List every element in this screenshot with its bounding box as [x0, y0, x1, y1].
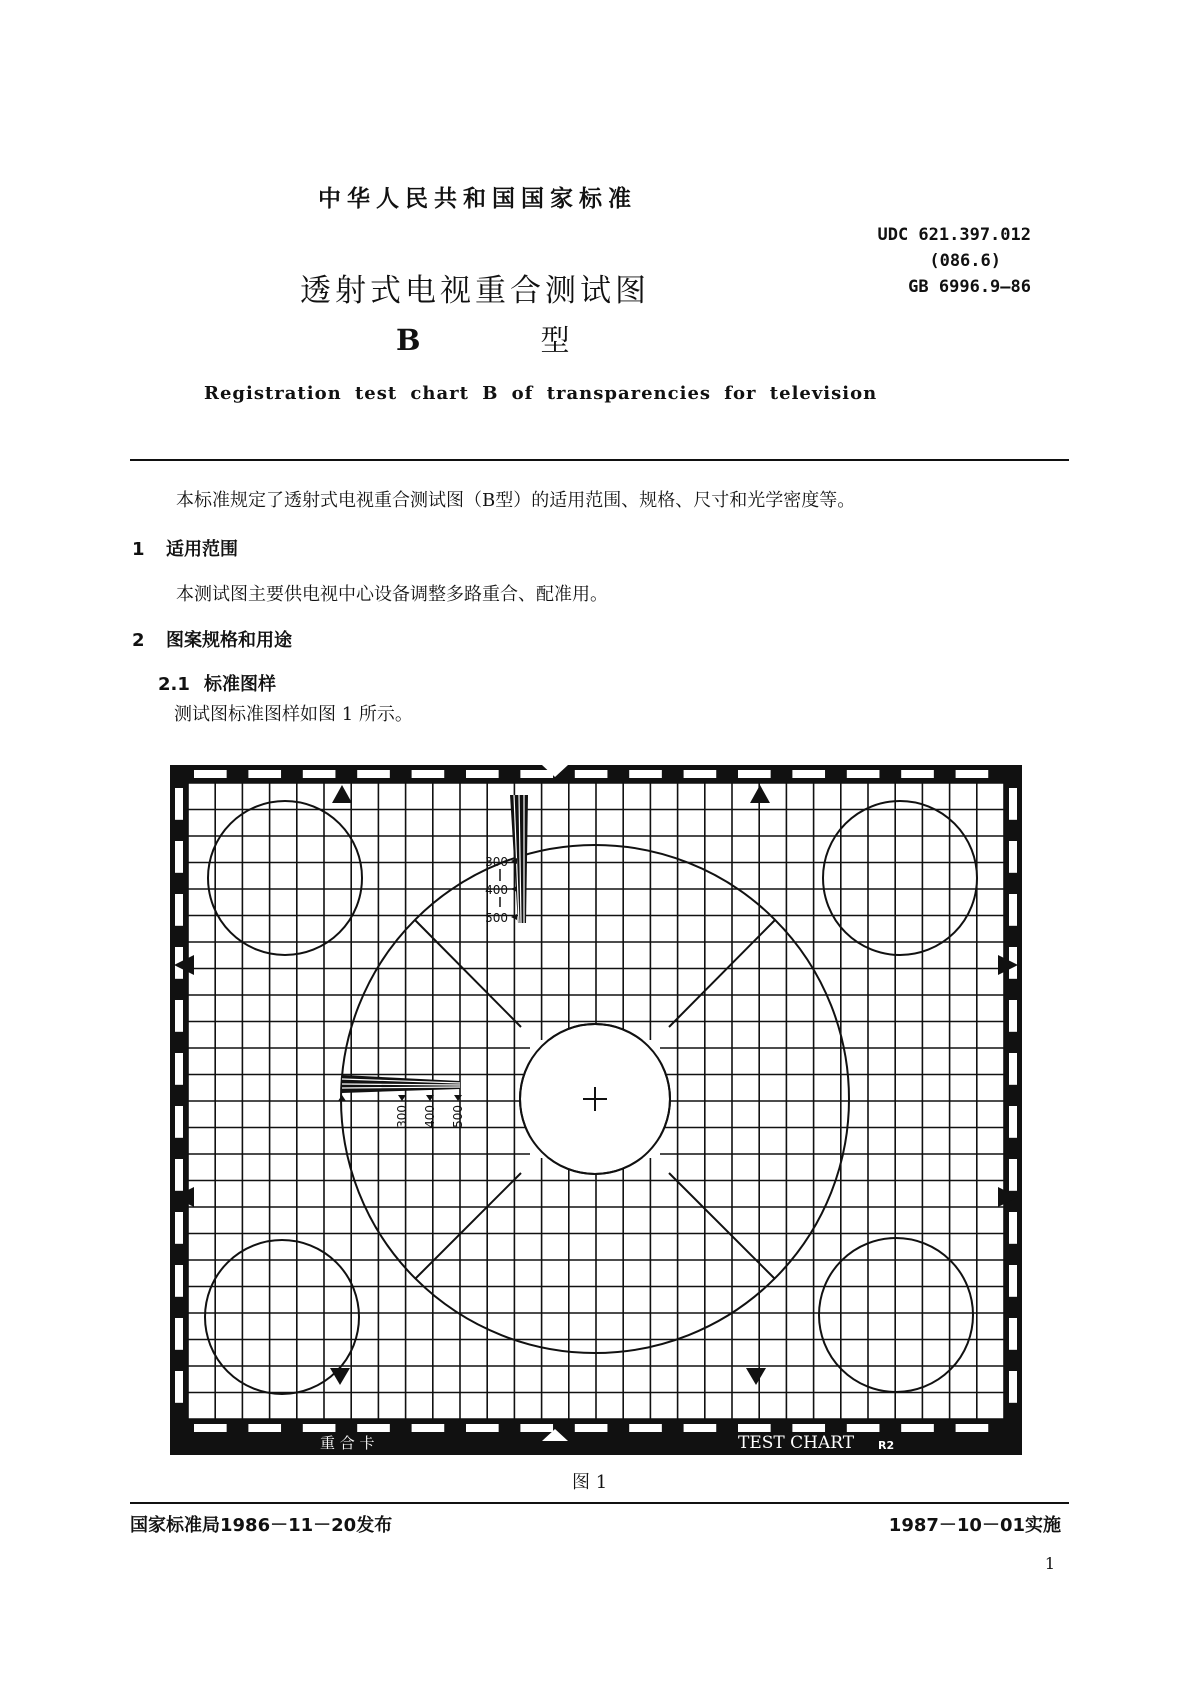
frame-tick-left [175, 1106, 183, 1138]
section-2-heading [132, 626, 292, 652]
section-title: 图案规格和用途 [166, 630, 292, 651]
frame-tick-right [1009, 894, 1017, 926]
frame-tick-right [1009, 1265, 1017, 1297]
section-1-text: 本测试图主要供电视中心设备调整多路重合、配准用。 [176, 584, 608, 605]
frame-tick-left [175, 1318, 183, 1350]
frame-tick-top [520, 770, 553, 778]
udc-subcode: (086.6) [929, 251, 1001, 271]
frame-tick-top [357, 770, 390, 778]
frame-tick-bottom [684, 1424, 717, 1432]
issuer-heading: 中华人民共和国国家标准 [318, 186, 637, 212]
frame-tick-top [956, 770, 989, 778]
type-letter: B [396, 323, 421, 357]
header-rule [130, 459, 1069, 461]
frame-tick-top [847, 770, 880, 778]
frame-tick-top [738, 770, 771, 778]
frame-tick-left [175, 841, 183, 873]
frame-tick-top [792, 770, 825, 778]
udc-code: UDC 621.397.012 [877, 225, 1031, 245]
frame-tick-left [175, 1212, 183, 1244]
frame-tick-right [1009, 1000, 1017, 1032]
frame-tick-top [248, 770, 281, 778]
frame-tick-right [1009, 1053, 1017, 1085]
intro-paragraph: 本标准规定了透射式电视重合测试图（B型）的适用范围、规格、尺寸和光学密度等。 [176, 490, 856, 511]
footer-rule [130, 1502, 1069, 1504]
frame-tick-bottom [629, 1424, 662, 1432]
frame-tick-bottom [303, 1424, 336, 1432]
frame-tick-left [175, 788, 183, 820]
standard-number: GB 6996.9—86 [908, 277, 1031, 297]
figure-caption: 图 1 [572, 1472, 608, 1493]
frame-tick-left [175, 1265, 183, 1297]
frame-tick-bottom [792, 1424, 825, 1432]
publish-date: 国家标准局1986－11－20发布 [130, 1515, 393, 1536]
frame-tick-right [1009, 1371, 1017, 1403]
section-number: 1 [132, 539, 145, 560]
frame-tick-top [303, 770, 336, 778]
frame-tick-bottom [575, 1424, 608, 1432]
vertical-scale-500: 500 [485, 911, 508, 925]
frame-tick-right [1009, 788, 1017, 820]
type-word: 型 [540, 323, 570, 357]
frame-tick-bottom [466, 1424, 499, 1432]
frame-tick-bottom [248, 1424, 281, 1432]
section-2-1-text: 测试图标准图样如图 1 所示。 [174, 704, 413, 725]
section-number: 2.1 [158, 674, 190, 695]
frame-tick-right [1009, 841, 1017, 873]
chart-label-en: TEST CHART [738, 1433, 855, 1453]
frame-tick-top [194, 770, 227, 778]
chart-label-suffix: R2 [878, 1439, 895, 1452]
horizontal-scale-400: 400 [423, 1105, 437, 1128]
classification-block [801, 222, 1031, 300]
frame-tick-left [175, 1053, 183, 1085]
frame-tick-bottom [901, 1424, 934, 1432]
page-number: 1 [1044, 1554, 1055, 1573]
frame-tick-top [575, 770, 608, 778]
frame-tick-left [175, 1159, 183, 1191]
frame-tick-left [175, 1371, 183, 1403]
frame-tick-right [1009, 1106, 1017, 1138]
section-title: 适用范围 [166, 539, 238, 560]
section-1-heading [132, 535, 238, 561]
frame-tick-top [466, 770, 499, 778]
english-title: Registration test chart B of transparencies for television [204, 383, 878, 404]
effective-date: 1987－10－01实施 [888, 1515, 1061, 1536]
frame-tick-bottom [357, 1424, 390, 1432]
horizontal-scale-300: 300 [395, 1105, 409, 1128]
frame-tick-top [629, 770, 662, 778]
horizontal-scale-500: 500 [451, 1105, 465, 1128]
frame-tick-right [1009, 1212, 1017, 1244]
registration-test-chart [170, 765, 1022, 1455]
frame-tick-top [901, 770, 934, 778]
section-title: 标准图样 [204, 674, 276, 695]
frame-tick-top [412, 770, 445, 778]
document-subtitle [396, 318, 570, 359]
frame-tick-bottom [520, 1424, 553, 1432]
frame-tick-bottom [847, 1424, 880, 1432]
frame-tick-bottom [194, 1424, 227, 1432]
vertical-scale-400: 400 [485, 883, 508, 897]
section-number: 2 [132, 630, 145, 651]
frame-tick-left [175, 1000, 183, 1032]
frame-tick-bottom [738, 1424, 771, 1432]
frame-tick-right [1009, 1318, 1017, 1350]
section-2-1-heading [158, 670, 276, 696]
frame-tick-right [1009, 1159, 1017, 1191]
frame-tick-top [684, 770, 717, 778]
vertical-scale-300: 300 [485, 855, 508, 869]
frame-tick-bottom [412, 1424, 445, 1432]
frame-tick-left [175, 894, 183, 926]
document-title: 透射式电视重合测试图 [300, 273, 650, 309]
frame-tick-bottom [956, 1424, 989, 1432]
chart-label-cn: 重 合 卡 [320, 1434, 375, 1452]
